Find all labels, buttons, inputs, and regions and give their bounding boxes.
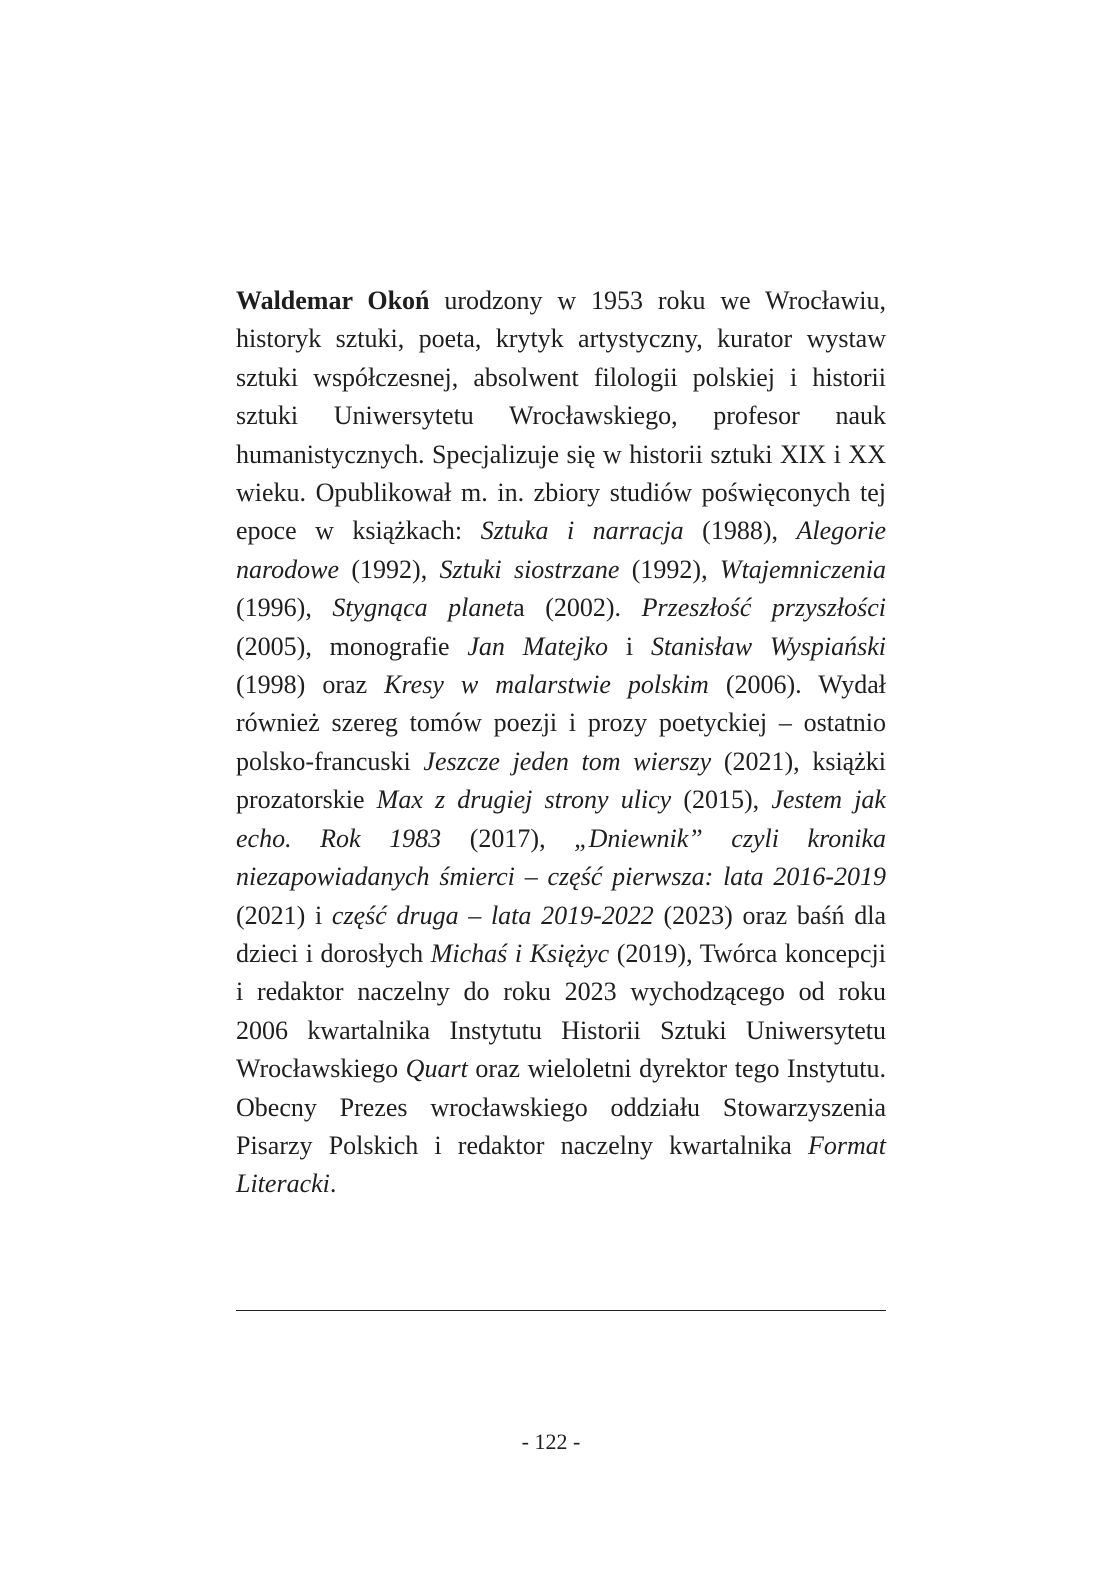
bio-text: a (2002). [513,593,642,623]
book-title: „Dniewnik” czyli kronika niezapowiadanych śmierci – część pierwsza: lata 2016-2019 [236,823,886,892]
book-title: Stanisław Wyspiański [650,631,886,661]
bio-text: (1996), [236,593,333,623]
book-title: Alegorie narodowe [236,516,887,584]
bio-text: (2005), monografie [236,631,468,661]
footer-divider [236,1310,886,1311]
bio-text: . [329,1169,337,1199]
bio-text: (2019), Twórca koncepcji i redaktor naczelny do roku 2023 wychodzącego od roku 2006 kwartalnika Instytutu Historii Sztuki Uniwersytetu Wrocławskiego [236,938,886,1084]
bio-text: (1988), [683,516,797,546]
book-title: część druga – lata 2019-2022 [331,900,654,930]
author-biography [236,282,886,1204]
book-title: Kresy w malarstwie polskim [384,670,709,700]
bio-text: (1998) oraz [236,670,385,700]
author-name: Waldemar Okoń [236,286,430,315]
bio-text: (2006). Wydał również szereg tomów poezji i prozy poetyckiej – ostatnio polsko-francuski [236,670,887,776]
bio-text: i [607,631,651,661]
book-title: Sztuki siostrzane [439,554,620,584]
book-title: Stygnąca planet [332,593,514,623]
bio-text: (1992), [619,554,720,584]
page-number: - 122 - [521,1429,581,1454]
bio-text: (2023) oraz baśń dla dzieci i dorosłych [236,900,886,968]
book-title: Jestem jak echo. Rok 1983 [236,785,886,853]
journal-title: Quart [405,1054,468,1084]
bio-text: (2021) i [236,900,332,930]
bio-text: (2015), [671,785,772,815]
bio-text: oraz wieloletni dyrektor tego Instytutu. Obecny Prezes wrocławskiego oddziału Stowarzyszenia Pisarzy Polskich i redaktor naczelny kwartalnika [236,1054,886,1160]
bio-text: (2021), książki prozatorskie [236,746,886,815]
bio-text: urodzony w 1953 roku we Wrocławiu, historyk sztuki, poeta, krytyk artystyczny, kurator wystaw sztuki współczesnej, absolwent filologii polskiej i historii sztuki Uniwersytetu Wrocławskiego, profesor nauk humanistycznych. Specjalizuje się w historii sztuki XIX i XX wieku. Opublikował m. in. zbiory studiów poświęconych tej epoce w książkach: [236,286,886,546]
book-title: Wtajemniczenia [719,554,886,584]
bio-text: (2017), [441,823,575,853]
book-title: Max z drugiej strony ulicy [376,785,672,815]
book-title: Przeszłość przyszłości [641,593,886,623]
bio-text: (1992), [339,554,440,584]
book-title: Jeszcze jeden tom wierszy [423,746,712,776]
journal-title: Format Literacki [236,1130,886,1199]
book-title: Michaś i Księżyc [430,938,610,968]
book-title: Jan Matejko [467,631,608,661]
book-title: Sztuka i narracja [480,516,684,546]
